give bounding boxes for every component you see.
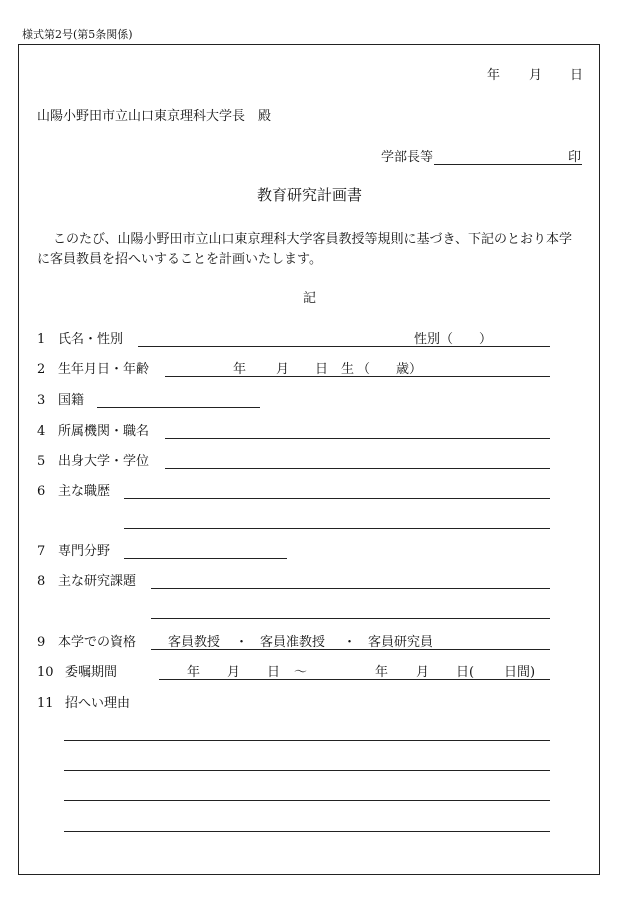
gender-label: 性別（ ） [414, 332, 493, 347]
item-label-field: 専門分野 [58, 544, 111, 559]
period-end-month-label: 月 [416, 665, 430, 680]
item-label-birth: 生年月日・年齢 [58, 362, 150, 377]
item-label-research: 主な研究課題 [58, 574, 137, 589]
item-label-affiliation: 所属機関・職名 [58, 424, 150, 439]
item-number: 9 [37, 635, 46, 650]
item-label-nationality: 国籍 [58, 393, 85, 408]
period-days-label: 日間) [504, 665, 536, 680]
reason-underline-4 [64, 831, 550, 832]
item-number: 3 [37, 393, 46, 408]
period-start-month-label: 月 [227, 665, 241, 680]
ki-heading: 記 [303, 291, 317, 306]
dean-signature-line [434, 164, 582, 165]
period-end-year-label: 年 [375, 665, 389, 680]
research-underline-1 [151, 588, 550, 589]
page-title: 教育研究計画書 [257, 186, 363, 204]
nationality-underline [97, 407, 260, 408]
addressee: 山陽小野田市立山口東京理科大学長 殿 [37, 109, 272, 124]
period-end-day-label: 日( [456, 665, 475, 680]
age-label: （ 歳） [357, 362, 423, 377]
option-visiting-researcher: 客員研究員 [368, 635, 434, 650]
item-number: 6 [37, 484, 46, 499]
item-label-qualification: 本学での資格 [58, 635, 137, 650]
birth-year-label: 年 [233, 362, 247, 377]
reason-underline-2 [64, 770, 550, 771]
form-number-label: 様式第2号(第5条関係) [22, 28, 133, 41]
item-label-alma: 出身大学・学位 [58, 454, 150, 469]
field-underline [124, 558, 287, 559]
item-number: 11 [37, 696, 54, 711]
item-number: 7 [37, 544, 46, 559]
item-number: 1 [37, 332, 46, 347]
reason-underline-3 [64, 800, 550, 801]
career-underline-1 [124, 498, 550, 499]
period-underline [159, 679, 550, 680]
item-number: 2 [37, 362, 46, 377]
date-month-label: 月 [529, 68, 543, 83]
item-label-name: 氏名・性別 [58, 332, 124, 347]
item-number: 10 [37, 665, 54, 680]
period-start-year-label: 年 [187, 665, 201, 680]
career-underline-2 [124, 528, 550, 529]
seal-mark: 印 [568, 150, 582, 165]
period-tilde: ～ [294, 665, 308, 680]
birth-sei-label: 生 [341, 362, 355, 377]
item-label-reason: 招へい理由 [65, 696, 131, 711]
option-visiting-professor: 客員教授 [168, 635, 221, 650]
birth-day-label: 日 [315, 362, 329, 377]
option-separator: ・ [343, 635, 357, 650]
dean-label: 学部長等 [381, 150, 434, 165]
period-start-day-label: 日 [267, 665, 281, 680]
reason-underline-1 [64, 740, 550, 741]
date-year-label: 年 [487, 68, 501, 83]
item-label-career: 主な職歴 [58, 484, 111, 499]
body-text-line-2: に客員教員を招へいすることを計画いたします。 [37, 252, 322, 267]
option-separator: ・ [235, 635, 249, 650]
item-number: 8 [37, 574, 46, 589]
research-underline-2 [151, 618, 550, 619]
date-day-label: 日 [570, 68, 584, 83]
alma-underline [165, 468, 550, 469]
birth-month-label: 月 [276, 362, 290, 377]
item-label-period: 委嘱期間 [65, 665, 118, 680]
affiliation-underline [165, 438, 550, 439]
item-number: 5 [37, 454, 46, 469]
item-number: 4 [37, 424, 46, 439]
option-visiting-associate-professor: 客員准教授 [260, 635, 326, 650]
body-text-line-1: このたび、山陽小野田市立山口東京理科大学客員教授等規則に基づき、下記のとおり本学 [53, 232, 572, 247]
